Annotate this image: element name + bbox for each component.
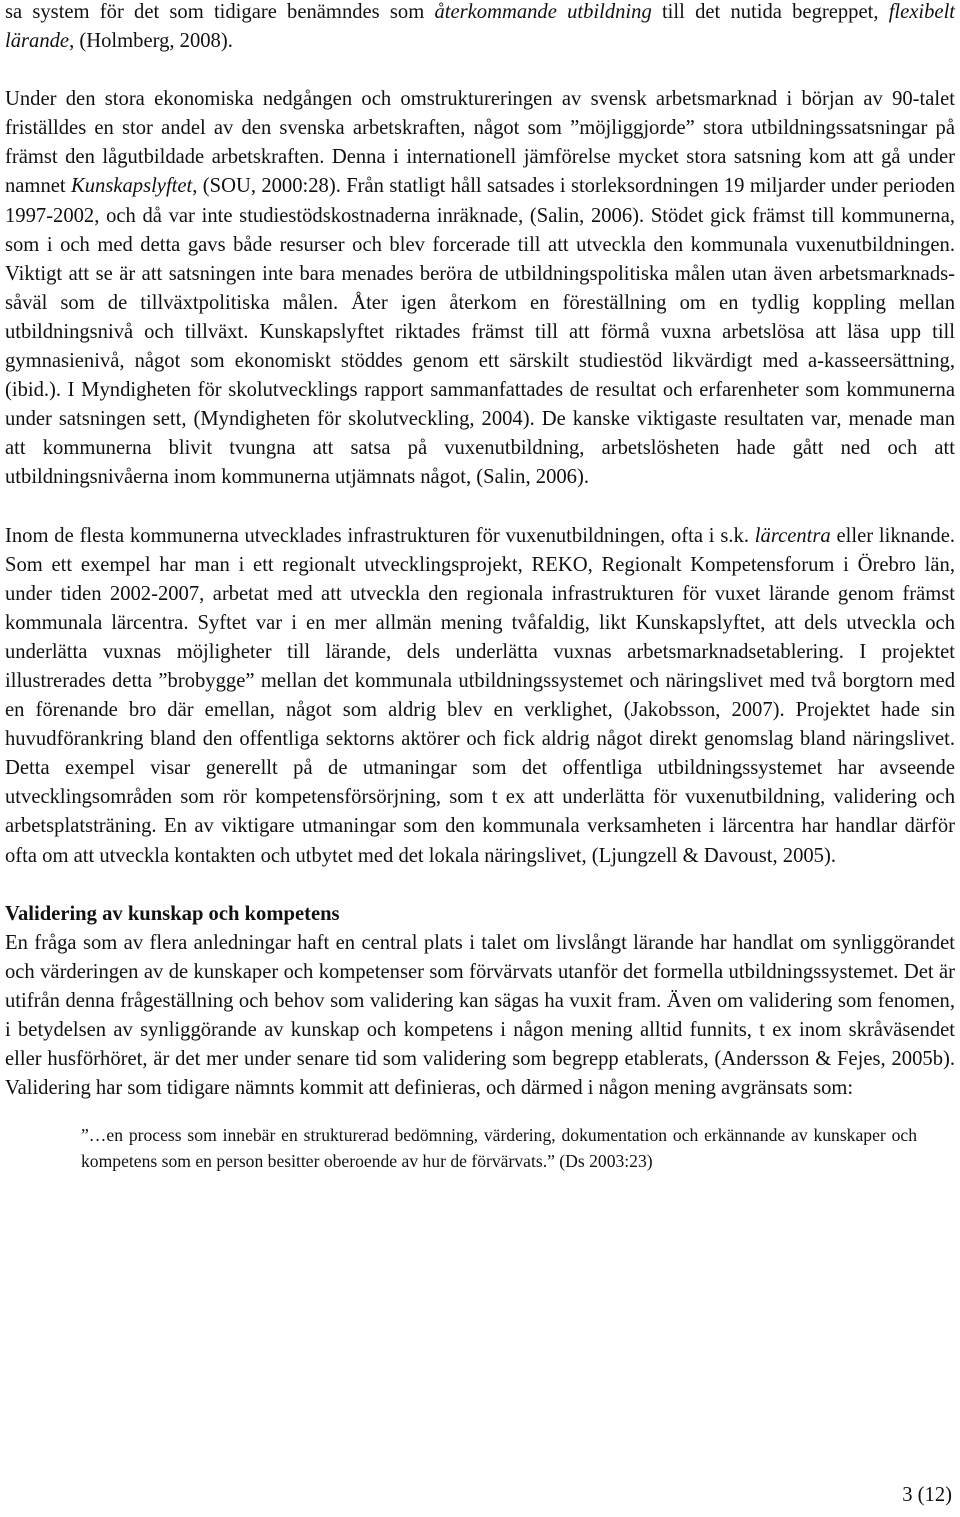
paragraph-1-text-a: sa system för det som tidigare benämndes som [5, 1, 435, 23]
paragraph-gap [5, 56, 955, 85]
paragraph-1 [5, 0, 955, 56]
paragraph-1-text-b: till det nutida begreppet, [651, 1, 889, 23]
paragraph-1-text-c: , (Holmberg, 2008). [69, 30, 233, 53]
paragraph-3-text-b: eller liknande. Som ett exempel har man i ett regionalt utvecklingsprojekt, REKO, Regionalt Kompetensforum i Örebro län, under tiden 2002-2007, arbetat med att utveckla den regionala infrastrukturen för vuxet lärande genom främst kommunala lärcentra. Syftet var i en mer allmän mening tvåfaldig, likt Kunskapslyftet, att dels utveckla och underlätta vuxnas möjligheter till lärande, dels underlätta vuxnas arbetsmarknadsetablering. I projektet illustrerades detta ”brobygge” mellan det kommunala utbildningssystemet och näringslivet med två borgtorn med en förenande bro där emellan, något som aldrig blev en verklighet, (Jakobsson, 2007). Projektet hade sin huvudförankring bland den offentliga sektorns aktörer och fick aldrig något direkt genomslag bland näringslivet. Detta exempel visar generellt på de utmaningar som det offentliga utbildningssystemet har avseende utvecklingsområden som rör kompetensförsörjning, som t ex att underlätta för vuxenutbildning, validering och arbetsplatsträning. En av viktigare utmaningar som den kommunala verksamheten i lärcentra har handlar därför ofta om att utveckla kontakten och utbytet med det lokala näringslivet, (Ljungzell & Davoust, 2005). [5, 524, 955, 867]
paragraph-2 [5, 85, 955, 492]
paragraph-gap [5, 871, 955, 900]
term-aterkommande-utbildning: återkommande utbildning [434, 1, 652, 23]
paragraph-3-text-a: Inom de flesta kommunerna utvecklades infrastrukturen för vuxenutbildningen, ofta i s.k. [5, 524, 755, 547]
term-flexibelt-larande: flexibelt lärande [5, 1, 956, 53]
term-larcentra: lärcentra [754, 524, 831, 547]
paragraph-4: En fråga som av flera anledningar haft en central plats i talet om livslångt lärande har handlat om synliggörandet och värderingen av de kunskaper och kompetenser som förvärvats utanför det formella utbildningssystemet. Det är utifrån denna frågeställning och behov som validering kan sägas ha vuxit fram. Även om validering som fenomen, i betydelsen av synliggörande av kunskap och kompetens i någon mening alltid funnits, t ex inom skråväsendet eller husförhöret, är det mer under senare tid som validering som begrepp etablerats, (Andersson & Fejes, 2005b). Validering har som tidigare nämnts kommit att definieras, och därmed i någon mening avgränsats som: [5, 931, 955, 1100]
document-page [5, 0, 955, 1174]
paragraph-2-text-a: Under den stora ekonomiska nedgången och omstruktureringen av svensk arbetsmarknad i början av 90-talet friställdes en stor andel av den svenska arbetskraften, något som ”möjliggjorde” stora utbildningssatsningar på främst den lågutbildade arbetskraften. Denna i internationell jämförelse mycket stora satsning kom att gå under namnet [5, 88, 955, 198]
term-kunskapslyftet: Kunskapslyftet [70, 175, 193, 198]
paragraph-2-text-b: , (SOU, 2000:28). Från statligt håll satsades i storleksordningen 19 miljarder under perioden 1997-2002, och då var inte studiestödskostnaderna inräknade, (Salin, 2006). Stödet gick främst till kommunerna, som i och med detta gavs både resurser och blev forcerade till att utveckla den kommunala vuxenutbildningen. Viktigt att se är att satsningen inte bara menades beröra de utbildningspolitiska målen utan även arbetsmarknads- såväl som de tillväxtpolitiska målen. Åter igen återkom en föreställning om en tydlig koppling mellan utbildningsnivå och tillväxt. Kunskapslyftet riktades främst till att förmå vuxna arbetslösa att läsa upp till gymnasienivå, något som ekonomiskt stöddes genom ett särskilt studiestöd likvärdigt med a-kasseersättning, (ibid.). I Myndigheten för skolutvecklings rapport sammanfattades de resultat och erfarenheter som kommunerna under satsningen sett, (Myndigheten för skolutveckling, 2004). De kanske viktigaste resultaten var, menade man att kommunerna blivit tvungna att satsa på vuxenutbildning, arbetslösheten hade gått ned och att utbildningsnivåerna inom kommunerna utjämnats något, (Salin, 2006). [5, 175, 955, 489]
block-quote: ”…en process som innebär en strukturerad bedömning, värdering, dokumentation och erkännande av kunskaper och kompetens som en person besitter oberoende av hur de förvärvats.” (Ds 2003:23) [81, 1125, 917, 1171]
paragraph-gap [5, 493, 955, 522]
paragraph-3 [5, 522, 955, 871]
section-heading: Validering av kunskap och kompetens [5, 902, 340, 925]
page-number: 3 (12) [902, 1484, 952, 1506]
